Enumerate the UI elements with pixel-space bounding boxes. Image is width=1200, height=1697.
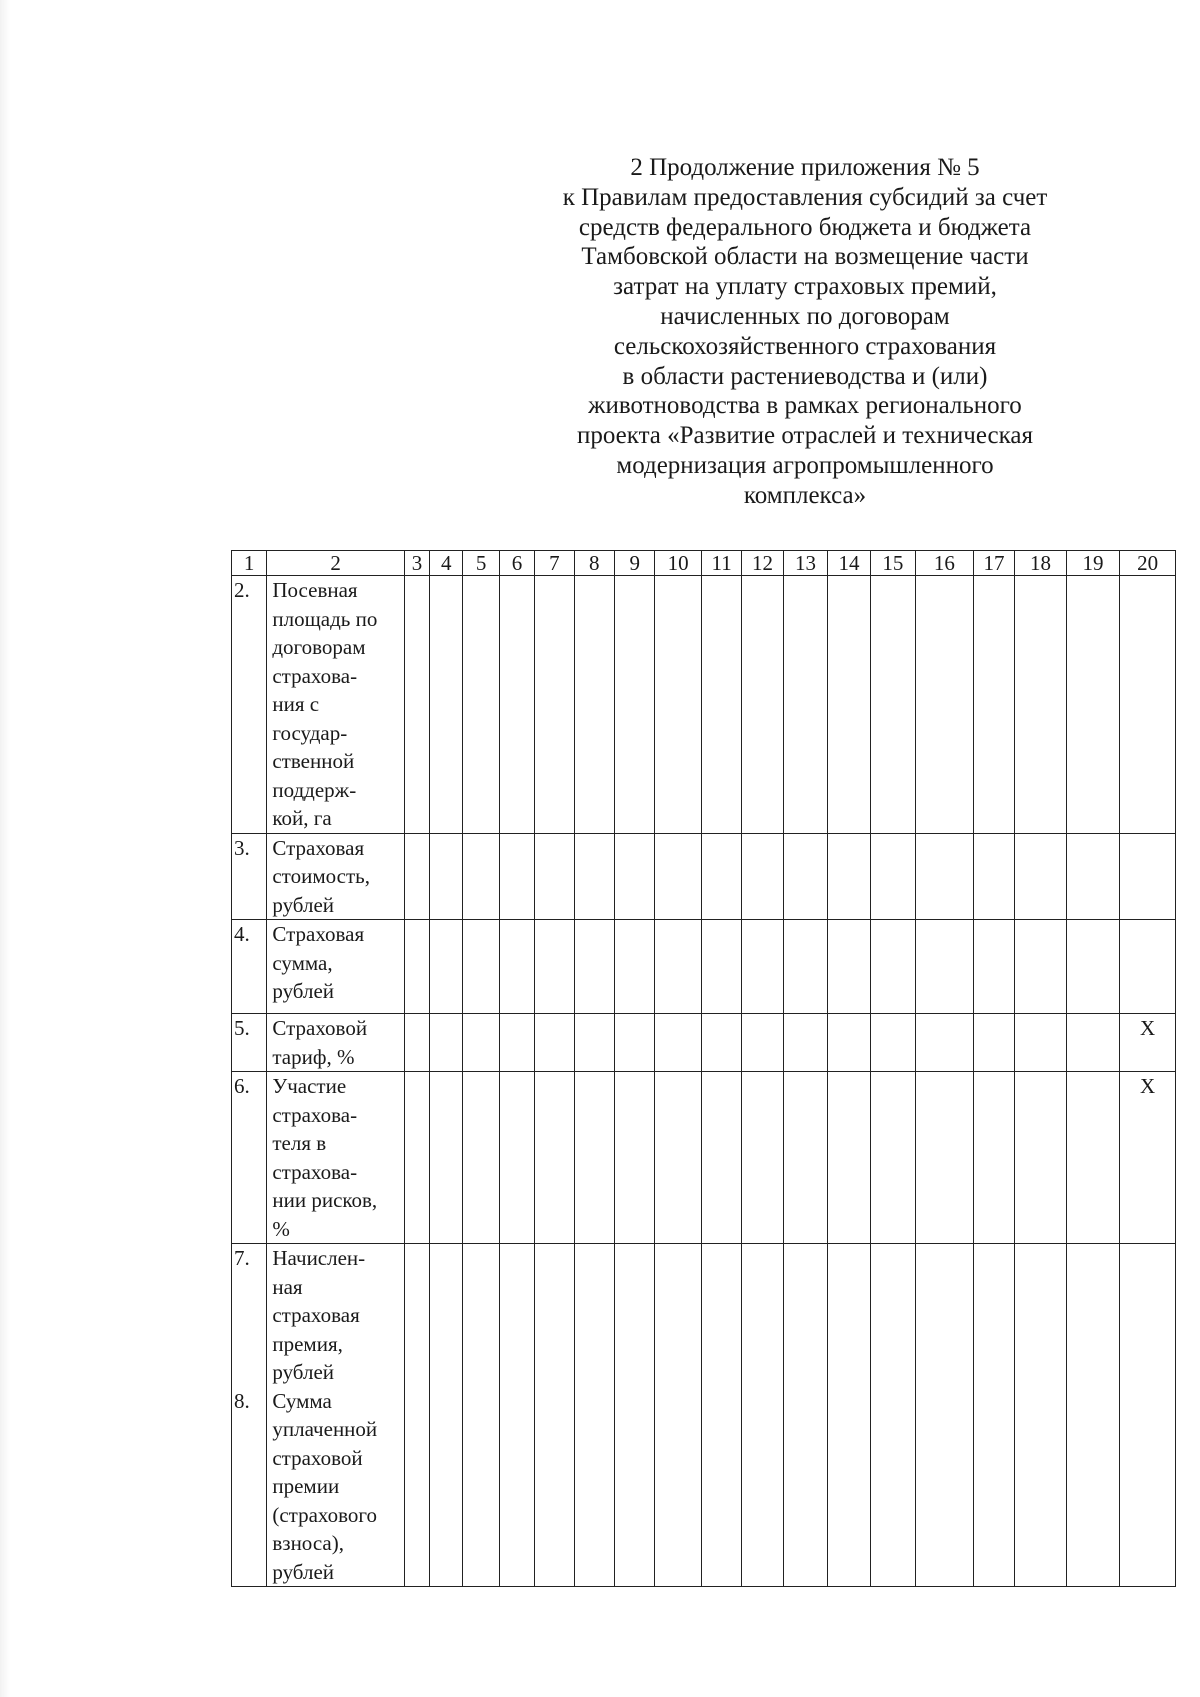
data-cell-col-11 — [701, 576, 741, 834]
data-cell-col-18 — [1015, 576, 1067, 834]
header-line: Тамбовской области на возмещение части — [581, 243, 1029, 271]
row-number-text: 7. — [234, 1246, 250, 1270]
data-cell-col-16 — [916, 1244, 974, 1587]
data-cell-col-15 — [870, 1014, 915, 1072]
header-line: проекта «Развитие отраслей и техническая — [576, 422, 1033, 450]
row-label — [267, 833, 404, 920]
data-cell-col-14 — [828, 920, 870, 1014]
data-cell-col-18 — [1015, 833, 1067, 920]
header-line: к Правилам предоставления субсидий за счет — [562, 183, 1048, 211]
data-cell-col-17 — [973, 920, 1014, 1014]
data-cell-col-10 — [655, 1244, 701, 1587]
data-cell-col-16 — [916, 1072, 974, 1244]
data-cell-col-12 — [742, 1014, 783, 1072]
data-cell-col-3 — [404, 1014, 429, 1072]
data-cell-col-18 — [1015, 920, 1067, 1014]
row-number — [232, 920, 267, 1014]
data-cell-col-20: X — [1120, 1014, 1176, 1072]
column-number-9: 9 — [614, 551, 654, 576]
data-cell-col-12 — [742, 920, 783, 1014]
data-cell-col-10 — [655, 576, 701, 834]
data-cell-col-5 — [463, 1014, 499, 1072]
table-row — [232, 920, 1176, 1014]
column-number-19: 19 — [1066, 551, 1120, 576]
table-row — [232, 576, 1176, 834]
column-number-10: 10 — [655, 551, 701, 576]
data-cell-col-6 — [499, 1072, 534, 1244]
data-cell-col-9 — [614, 920, 654, 1014]
column-number-7: 7 — [535, 551, 574, 576]
data-cell-col-12 — [742, 1244, 783, 1587]
row-number-text: 6. — [234, 1074, 250, 1098]
data-cell-col-19 — [1066, 920, 1120, 1014]
row-label — [267, 1072, 404, 1244]
data-cell-col-10 — [655, 1014, 701, 1072]
data-cell-col-10 — [655, 833, 701, 920]
data-cell-col-13 — [783, 576, 827, 834]
data-cell-col-8 — [574, 1072, 614, 1244]
row-number-text: 3. — [234, 835, 250, 860]
row-label — [267, 1014, 404, 1072]
data-cell-col-20 — [1120, 833, 1176, 920]
data-cell-col-12 — [742, 833, 783, 920]
data-cell-col-4 — [430, 1244, 463, 1587]
table-row — [232, 1244, 1176, 1587]
row-label — [267, 576, 404, 834]
data-cell-col-9 — [614, 833, 654, 920]
column-number-15: 15 — [870, 551, 915, 576]
row-number — [232, 576, 267, 834]
data-cell-col-15 — [870, 920, 915, 1014]
data-cell-col-20 — [1120, 1244, 1176, 1587]
data-cell-col-13 — [783, 1244, 827, 1587]
column-number-8: 8 — [574, 551, 614, 576]
data-cell-col-13 — [783, 833, 827, 920]
row-label-text: Страховой тариф, % — [272, 1016, 368, 1069]
data-cell-col-15 — [870, 1244, 915, 1587]
column-number-3: 3 — [404, 551, 429, 576]
data-cell-col-6 — [499, 1244, 534, 1587]
data-cell-col-7 — [535, 920, 574, 1014]
data-cell-col-14 — [828, 576, 870, 834]
data-cell-col-18 — [1015, 1244, 1067, 1587]
header-line: в области растениеводства и (или) — [622, 362, 988, 390]
header-line: сельскохозяйственного страхования — [613, 332, 997, 360]
data-cell-col-7 — [535, 576, 574, 834]
header-line: 2 Продолжение приложения № 5 — [630, 154, 980, 181]
data-cell-col-19 — [1066, 1014, 1120, 1072]
data-cell-col-12 — [742, 1072, 783, 1244]
table-row — [232, 1072, 1176, 1244]
data-cell-col-8 — [574, 920, 614, 1014]
data-cell-col-20 — [1120, 576, 1176, 834]
column-number-2: 2 — [267, 551, 404, 576]
data-cell-col-17 — [973, 1244, 1014, 1587]
data-cell-col-11 — [701, 920, 741, 1014]
data-cell-col-13 — [783, 1072, 827, 1244]
data-cell-col-6 — [499, 833, 534, 920]
data-cell-col-12 — [742, 576, 783, 834]
data-cell-col-10 — [655, 920, 701, 1014]
data-cell-col-11 — [701, 1072, 741, 1244]
data-cell-col-17 — [973, 576, 1014, 834]
data-cell-col-19 — [1066, 576, 1120, 834]
data-cell-col-10 — [655, 1072, 701, 1244]
data-cell-col-13 — [783, 920, 827, 1014]
data-cell-col-15 — [870, 833, 915, 920]
data-cell-col-19 — [1066, 1244, 1120, 1587]
row-number — [232, 833, 267, 920]
data-cell-col-15 — [870, 576, 915, 834]
row-number — [232, 1244, 267, 1587]
header-line: средств федерального бюджета и бюджета — [578, 213, 1032, 241]
data-cell-col-11 — [701, 1244, 741, 1587]
data-cell-col-19 — [1066, 1072, 1120, 1244]
row-number — [232, 1014, 267, 1072]
data-cell-col-9 — [614, 576, 654, 834]
data-cell-col-3 — [404, 1244, 429, 1587]
column-number-18: 18 — [1015, 551, 1067, 576]
row-label-text: Посевная площадь по договорам страхова- ния с государ- ственной поддерж- кой, га — [272, 578, 378, 830]
data-cell-col-4 — [430, 920, 463, 1014]
data-cell-col-4 — [430, 1072, 463, 1244]
data-cell-col-18 — [1015, 1072, 1067, 1244]
data-cell-col-6 — [499, 920, 534, 1014]
table-header-row — [232, 551, 1176, 576]
data-cell-col-16 — [916, 833, 974, 920]
data-cell-col-15 — [870, 1072, 915, 1244]
data-cell-col-17 — [973, 1072, 1014, 1244]
data-cell-col-17 — [973, 833, 1014, 920]
column-number-16: 16 — [916, 551, 974, 576]
column-number-5: 5 — [463, 551, 499, 576]
row-label-text: Начислен- ная страховая премия, рублей — [272, 1246, 366, 1384]
data-cell-col-20: X — [1120, 1072, 1176, 1244]
data-cell-col-4 — [430, 833, 463, 920]
row-number-text: 2. — [234, 578, 250, 602]
data-cell-col-9 — [614, 1244, 654, 1587]
row-label — [267, 1244, 404, 1587]
column-number-4: 4 — [430, 551, 463, 576]
data-cell-col-5 — [463, 1244, 499, 1587]
data-cell-col-4 — [430, 576, 463, 834]
data-cell-col-3 — [404, 920, 429, 1014]
column-number-12: 12 — [742, 551, 783, 576]
row-number — [232, 1072, 267, 1244]
column-number-17: 17 — [973, 551, 1014, 576]
data-cell-col-19 — [1066, 833, 1120, 920]
data-cell-col-5 — [463, 920, 499, 1014]
data-cell-col-7 — [535, 1244, 574, 1587]
data-cell-col-7 — [535, 1014, 574, 1072]
row-label-text: Участие страхова- теля в страхова- нии рисков, % — [272, 1074, 378, 1241]
data-cell-col-14 — [828, 833, 870, 920]
data-cell-col-16 — [916, 920, 974, 1014]
data-cell-col-8 — [574, 1014, 614, 1072]
table-row — [232, 1014, 1176, 1072]
data-cell-col-6 — [499, 1014, 534, 1072]
data-cell-col-5 — [463, 833, 499, 920]
data-cell-col-14 — [828, 1244, 870, 1587]
data-cell-col-5 — [463, 1072, 499, 1244]
subsidy-data-table — [231, 550, 1176, 1587]
data-cell-col-17 — [973, 1014, 1014, 1072]
data-cell-col-16 — [916, 576, 974, 834]
data-cell-col-14 — [828, 1014, 870, 1072]
header-line: модернизация агропромышленного — [616, 451, 994, 479]
column-number-1: 1 — [232, 551, 267, 576]
data-cell-col-7 — [535, 1072, 574, 1244]
header-line: животноводства в рамках регионального — [588, 392, 1022, 420]
row-label-text: Сумма уплаченной страховой премии (страхового взноса), рублей — [272, 1388, 378, 1584]
scan-edge-shadow — [0, 0, 10, 1697]
row-label-text: Страховая стоимость, рублей — [272, 835, 370, 917]
column-number-14: 14 — [828, 551, 870, 576]
row-number-spacer — [234, 1273, 266, 1387]
data-cell-col-3 — [404, 576, 429, 834]
data-cell-col-6 — [499, 576, 534, 834]
column-number-13: 13 — [783, 551, 827, 576]
row-number-text: 5. — [234, 1016, 250, 1040]
data-cell-col-8 — [574, 833, 614, 920]
data-cell-col-5 — [463, 576, 499, 834]
data-cell-col-8 — [574, 1244, 614, 1587]
data-cell-col-13 — [783, 1014, 827, 1072]
data-cell-col-3 — [404, 833, 429, 920]
data-cell-col-3 — [404, 1072, 429, 1244]
column-number-11: 11 — [701, 551, 741, 576]
appendix-header — [500, 153, 1110, 511]
table-row — [232, 833, 1176, 920]
data-cell-col-11 — [701, 1014, 741, 1072]
data-cell-col-9 — [614, 1072, 654, 1244]
data-cell-col-16 — [916, 1014, 974, 1072]
header-line: затрат на уплату страховых премий, — [613, 273, 997, 301]
data-cell-col-8 — [574, 576, 614, 834]
data-cell-col-14 — [828, 1072, 870, 1244]
row-number-text: 8. — [234, 1388, 250, 1413]
data-cell-col-20 — [1120, 920, 1176, 1014]
data-cell-col-11 — [701, 833, 741, 920]
data-cell-col-4 — [430, 1014, 463, 1072]
data-cell-col-9 — [614, 1014, 654, 1072]
row-number-text: 4. — [234, 922, 250, 946]
data-cell-col-18 — [1015, 1014, 1067, 1072]
header-line: начисленных по договорам — [660, 302, 950, 330]
column-number-20: 20 — [1120, 551, 1176, 576]
row-label — [267, 920, 404, 1014]
row-label-text: Страховая сумма, рублей — [272, 922, 365, 1003]
header-line: комплекса» — [743, 481, 867, 509]
data-cell-col-7 — [535, 833, 574, 920]
column-number-6: 6 — [499, 551, 534, 576]
